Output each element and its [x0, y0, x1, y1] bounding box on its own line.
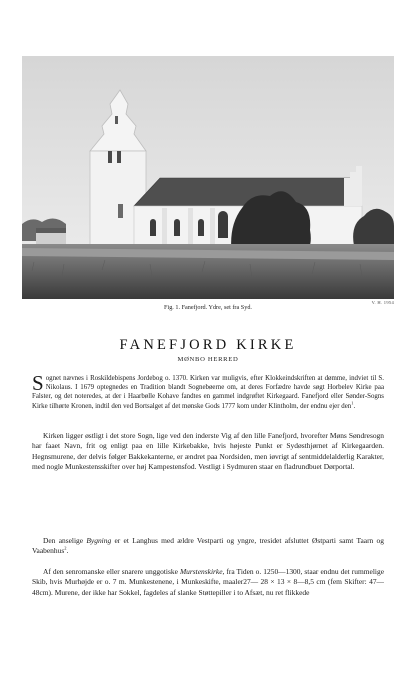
page-title: FANEFJORD KIRKE [119, 337, 297, 353]
church-photo-illustration [22, 56, 394, 299]
p2-end: . [66, 546, 69, 556]
body-paragraph-building [32, 536, 384, 557]
intro-end: . [353, 402, 356, 410]
photo-credit: V. H. 1954 [371, 300, 394, 305]
footnote-marker-2: 2 [64, 545, 67, 551]
p3-italic-term: Murstenskirke [179, 567, 223, 576]
p3-part-a: Af den senromanske eller snarere unggotiske [43, 567, 180, 576]
intro-text: ognet nævnes i Roskildebispens Jordebog o. 1370. Kirken var muligvis, efter Klokkeindskriften at dømme, indviet til S. Nikolaus. I 1679 optegnedes en Tradition blandt Sognebøerne om, at deres Forfædre havde søgt Horbelev Kirke paa Falster, og det noteredes, at der i Haarbølle Kohave fandtes en gammel indgrøftet Kirkegaard. Fanefjord eller Sønder-Sogns Kirke tilhørte Kronen, indtil den ved Bortsalget af det mønske Gods 1777 kom under Klintholm, der endnu ejer den [32, 375, 384, 410]
p2-part-a: Den anselige [43, 536, 87, 545]
p3-part-b: , fra Tiden o. 1250—1300, staar endnu det rummelige Skib, hvis Murhøjde er o. 7 m. Munkestenene, i Munkeskifte, maaler27— 28 × 13 × 8—8,5 cm (fem Skifter: 47—48cm). Murene, der ikke har Sokkel, fagdeles af slanke Støttepiller i to Afsæt, nu ret flikkede [32, 567, 384, 597]
p2-part-b: er et Langhus med ældre Vestparti og yngre, tresidet afsluttet Østparti samt Taarn og Vaabenhus [32, 536, 384, 556]
paragraph-text-masonry [32, 567, 384, 598]
page-subtitle: MØNBO HERRED [177, 356, 239, 363]
paragraph-text-building [32, 536, 384, 557]
church-photograph [22, 56, 394, 299]
intro-paragraph [32, 371, 384, 411]
body-paragraph-location [32, 431, 384, 473]
p2-italic-term: Bygning [86, 536, 112, 545]
figure-caption: Fig. 1. Fanefjord. Ydre, set fra Syd. [164, 304, 252, 311]
footnote-marker: 1 [351, 400, 354, 406]
paragraph-text: Kirken ligger østligt i det store Sogn, lige ved den inderste Vig af den lille Fanefjord, hvorefter Møns Søndresogn har faaet Navn, frit og enligt paa en lille Kirkebakke, hvis højeste Punkt er Sydøsthjørnet af Kirkegaarden. Hegnsmurene, der delvis følger Bakkekanterne, er ændret paa Nordsiden, men iøvrigt af sentmiddelalderlig Karakter, med nogle Munkestensskifter over høj Kampestensfod. Vestligt i Sydmuren staar en fladrundbuet Dørportal. [32, 431, 384, 472]
drop-cap: S [32, 371, 44, 395]
body-paragraph-masonry [32, 567, 384, 598]
